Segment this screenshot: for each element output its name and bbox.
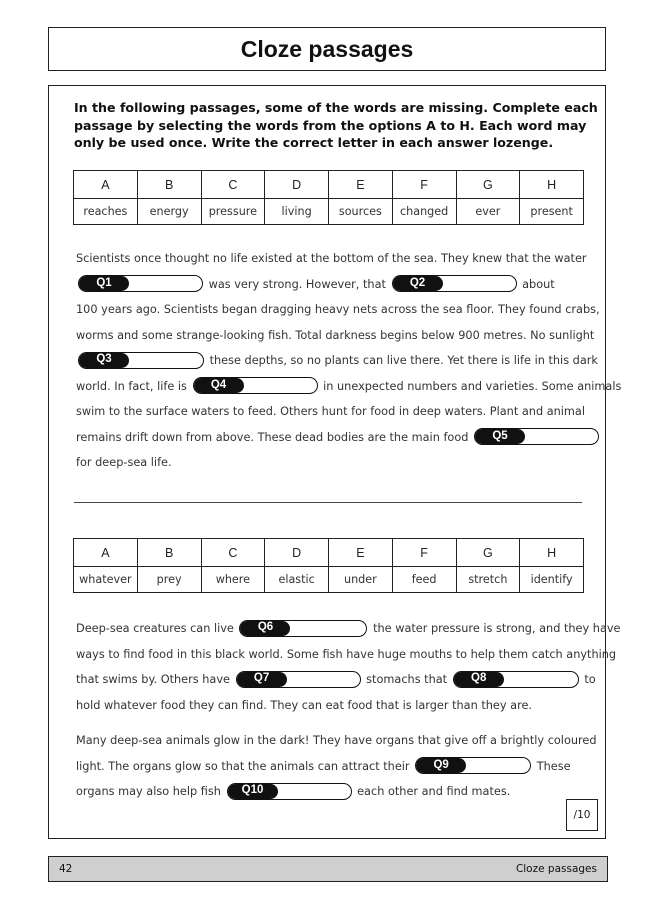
option-letter: G xyxy=(456,539,520,567)
page-number: 42 xyxy=(59,863,73,875)
passage-text: 100 years ago. Scientists began dragging heavy nets across the sea floor. They found crabs, xyxy=(76,303,600,316)
page-title: Cloze passages xyxy=(240,35,414,62)
option-word: energy xyxy=(137,199,201,225)
question-label: Q6 xyxy=(240,621,290,636)
passage-2 xyxy=(76,616,621,718)
option-letter: D xyxy=(265,171,329,199)
question-label: Q5 xyxy=(475,429,525,444)
section-title: Cloze passages xyxy=(515,863,597,875)
option-letter: A xyxy=(74,171,138,199)
passage-text: hold whatever food they can find. They can eat food that is larger than they are. xyxy=(76,698,533,712)
question-label: Q2 xyxy=(393,276,443,291)
option-word: sources xyxy=(329,199,393,225)
option-letter: G xyxy=(456,171,520,199)
passage-text: each other and find mates. xyxy=(357,785,511,798)
passage-3 xyxy=(76,728,597,805)
option-letter: C xyxy=(201,539,265,567)
option-word: elastic xyxy=(265,567,329,593)
option-word: pressure xyxy=(201,199,265,225)
question-label: Q7 xyxy=(237,672,287,687)
option-letter: C xyxy=(201,171,265,199)
answer-lozenge-q2[interactable] xyxy=(392,275,517,292)
option-word: stretch xyxy=(456,567,520,593)
option-letter: D xyxy=(265,539,329,567)
option-word: present xyxy=(520,199,584,225)
answer-lozenge-q4[interactable] xyxy=(193,377,318,394)
option-letter: H xyxy=(520,539,584,567)
passage-text: worms and some strange-looking fish. Total darkness begins below 900 metres. No sunlight xyxy=(76,328,595,342)
passage-text: Scientists once thought no life existed at the bottom of the sea. They knew that the water xyxy=(76,252,587,265)
passage-text: These xyxy=(536,759,571,773)
option-word: prey xyxy=(137,567,201,593)
passage-text: swim to the surface waters to feed. Others hunt for food in deep waters. Plant and animal xyxy=(76,405,585,418)
option-word: where xyxy=(201,567,265,593)
passage-text: Many deep-sea animals glow in the dark! They have organs that give off a brightly coloured xyxy=(76,734,597,747)
option-word: whatever xyxy=(74,567,138,593)
options-table-2 xyxy=(73,538,584,593)
answer-lozenge-q5[interactable] xyxy=(474,428,599,445)
answer-lozenge-q10[interactable] xyxy=(227,783,352,800)
instructions: In the following passages, some of the words are missing. Complete each passage by selecting the words from the options A to H. Each word may only be used once. Write the correct letter in each answer lozenge. xyxy=(74,100,598,150)
passage-text: these depths, so no plants can live there. Yet there is life in this dark xyxy=(209,354,598,367)
answer-lozenge-q8[interactable] xyxy=(453,671,579,688)
option-word: under xyxy=(329,567,393,593)
passage-1 xyxy=(76,246,622,476)
passage-text: about xyxy=(522,277,555,291)
passage-text: for deep-sea life. xyxy=(76,456,172,469)
passage-text: remains drift down from above. These dead bodies are the main food xyxy=(76,430,469,444)
footer-bar xyxy=(48,856,608,882)
answer-lozenge-q3[interactable] xyxy=(78,352,204,369)
option-letter: F xyxy=(392,171,456,199)
option-word: reaches xyxy=(74,199,138,225)
passage-text: Deep-sea creatures can live xyxy=(76,622,234,635)
question-label: Q1 xyxy=(79,276,129,291)
title-box xyxy=(48,27,606,71)
question-label: Q4 xyxy=(194,378,244,393)
answer-lozenge-q7[interactable] xyxy=(236,671,361,688)
question-label: Q8 xyxy=(454,672,504,687)
passage-text: stomachs that xyxy=(366,673,448,686)
passage-text: was very strong. However, that xyxy=(208,277,386,291)
passage-text: the water pressure is strong, and they have xyxy=(373,622,621,635)
question-label: Q3 xyxy=(79,353,129,368)
option-letter: B xyxy=(137,539,201,567)
option-letter: F xyxy=(392,539,456,567)
divider xyxy=(74,502,582,503)
answer-lozenge-q6[interactable] xyxy=(239,620,367,637)
score-box: /10 xyxy=(566,799,598,831)
passage-text: that swims by. Others have xyxy=(76,673,230,686)
passage-text: ways to find food in this black world. Some fish have huge mouths to help them catch anything xyxy=(76,647,617,661)
option-letter: H xyxy=(520,171,584,199)
passage-text: organs may also help fish xyxy=(76,785,221,798)
option-word: living xyxy=(265,199,329,225)
passage-text: to xyxy=(584,673,596,686)
passage-text: world. In fact, life is xyxy=(76,379,187,393)
options-table-1 xyxy=(73,170,584,225)
answer-lozenge-q1[interactable] xyxy=(78,275,203,292)
question-label: Q10 xyxy=(228,784,278,799)
option-word: ever xyxy=(456,199,520,225)
option-word: identify xyxy=(520,567,584,593)
option-word: feed xyxy=(392,567,456,593)
passage-text: in unexpected numbers and varieties. Some animals xyxy=(323,379,622,393)
option-letter: E xyxy=(329,539,393,567)
answer-lozenge-q9[interactable] xyxy=(415,757,531,774)
option-letter: E xyxy=(329,171,393,199)
option-word: changed xyxy=(392,199,456,225)
question-label: Q9 xyxy=(416,758,466,773)
passage-text: light. The organs glow so that the animals can attract their xyxy=(76,759,410,773)
option-letter: A xyxy=(74,539,138,567)
option-letter: B xyxy=(137,171,201,199)
